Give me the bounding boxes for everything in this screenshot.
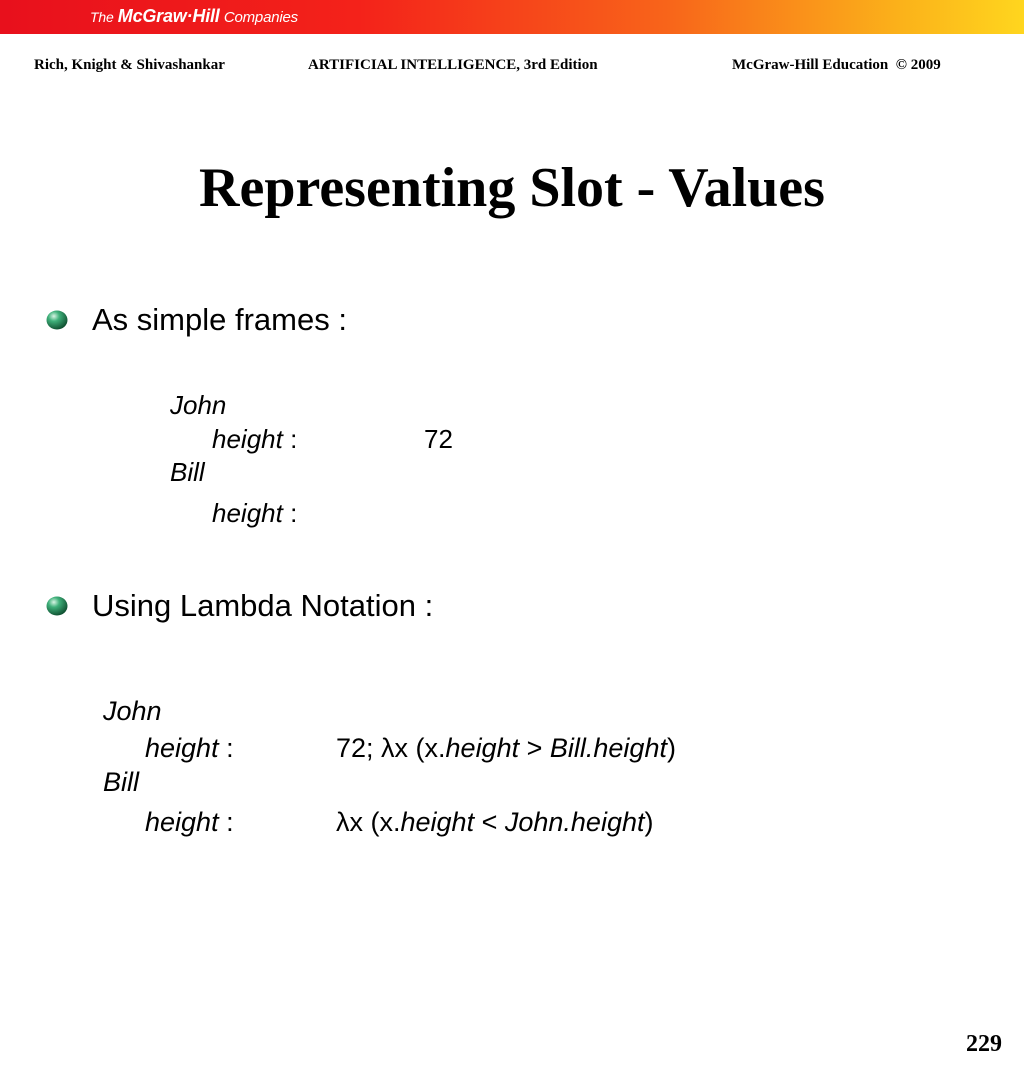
logo-the: The bbox=[90, 9, 114, 25]
header-copyright: © 2009 bbox=[895, 57, 941, 73]
sphere-bullet-icon bbox=[46, 596, 68, 616]
slot-colon: : bbox=[226, 807, 234, 837]
value-attr: height bbox=[400, 807, 475, 837]
lambda-john: John bbox=[103, 696, 162, 726]
lambda-bill-slot-line bbox=[145, 807, 234, 838]
value-operator: < bbox=[474, 807, 505, 837]
logo-companies: Companies bbox=[223, 9, 298, 26]
value-prefix: 72; λx (x. bbox=[336, 733, 446, 763]
header-authors: Rich, Knight & Shivashankar bbox=[34, 57, 225, 73]
frame-bill: Bill bbox=[170, 457, 205, 487]
page-number: 229 bbox=[966, 1031, 1002, 1057]
header-publisher-name: McGraw-Hill Education bbox=[732, 57, 889, 73]
slot-name: height bbox=[212, 498, 283, 528]
value-operator: > bbox=[519, 733, 550, 763]
bullet-label: As simple frames : bbox=[92, 302, 347, 337]
slot-colon: : bbox=[290, 424, 298, 454]
value-prefix: λx (x. bbox=[336, 807, 401, 837]
header-publisher bbox=[732, 57, 941, 74]
value-close: ) bbox=[666, 733, 676, 763]
slot-value: 72 bbox=[424, 424, 453, 454]
value-reference: John.height bbox=[504, 807, 645, 837]
lambda-bill-value bbox=[336, 807, 653, 838]
lambda-john-value bbox=[336, 733, 676, 764]
frame-bill-slot-line bbox=[212, 498, 297, 529]
lambda-bill: Bill bbox=[103, 767, 140, 797]
mcgraw-hill-logo bbox=[90, 6, 298, 27]
logo-brand: McGraw·Hill bbox=[117, 6, 220, 26]
slot-colon: : bbox=[226, 733, 234, 763]
slot-name: height bbox=[145, 733, 219, 763]
lambda-john-slot-line bbox=[145, 733, 234, 764]
slide-title: Representing Slot - Values bbox=[199, 157, 825, 219]
value-close: ) bbox=[644, 807, 654, 837]
header-book-title: ARTIFICIAL INTELLIGENCE, 3rd Edition bbox=[308, 57, 598, 73]
publisher-banner bbox=[0, 0, 1024, 34]
slot-colon: : bbox=[290, 498, 298, 528]
value-reference: Bill.height bbox=[549, 733, 667, 763]
slot-name: height bbox=[212, 424, 283, 454]
value-attr: height bbox=[445, 733, 520, 763]
frame-john: John bbox=[170, 390, 227, 420]
bullet-label: Using Lambda Notation : bbox=[92, 588, 434, 623]
sphere-bullet-icon bbox=[46, 310, 68, 330]
frame-john-slot-line bbox=[212, 424, 297, 455]
slot-name: height bbox=[145, 807, 219, 837]
